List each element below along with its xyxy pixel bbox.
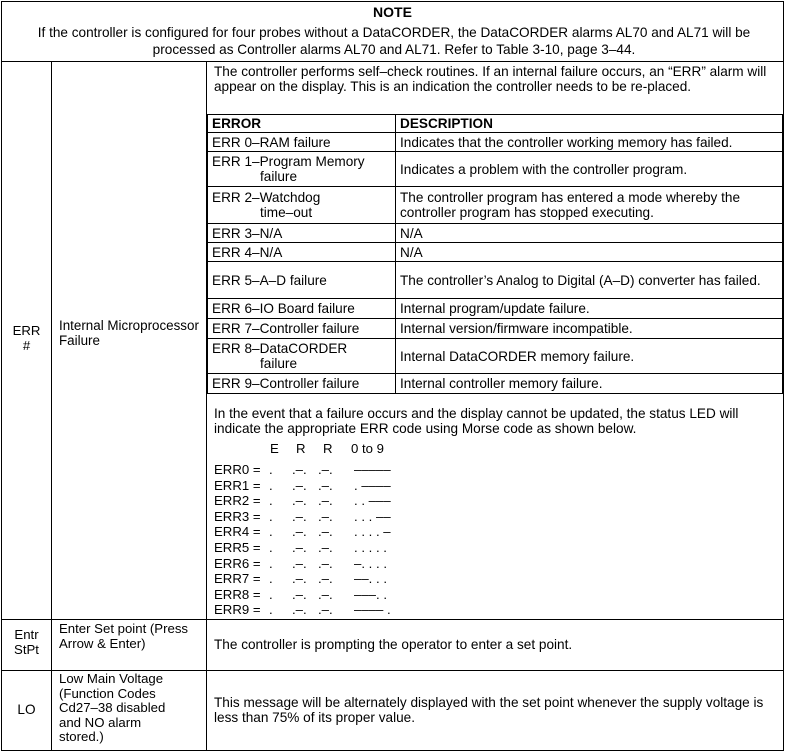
- lo-name: Low Main Voltage (Function Codes Cd27–38 disabled and NO alarm stored.): [59, 671, 166, 745]
- error-description: Indicates that the controller working memory has failed.: [396, 133, 783, 152]
- morse-header-digit: 0 to 9: [351, 441, 384, 456]
- error-code-line1: ERR 1–Program Memory: [212, 154, 365, 169]
- error-code: ERR 5–A–D failure: [208, 262, 396, 299]
- morse-e: .: [269, 586, 273, 602]
- err-intro: The controller performs self–check routines. If an internal failure occurs, an “ERR” alarm will appear on the display. This is an indication the controller needs to be re-placed.: [214, 64, 767, 94]
- error-code-line1: ERR 8–DataCORDER: [212, 341, 348, 356]
- morse-label: ERR1 =: [214, 477, 261, 493]
- morse-r2: .–.: [318, 477, 333, 493]
- error-description: Indicates a problem with the controller program.: [396, 152, 783, 187]
- morse-digit: –––– .: [354, 602, 391, 618]
- entr-code-cell: [2, 628, 51, 657]
- morse-r1: .–.: [292, 493, 307, 509]
- morse-label: ERR8 =: [214, 586, 261, 602]
- table-row: [208, 374, 783, 394]
- error-description: N/A: [396, 224, 783, 243]
- morse-label: ERR5 =: [214, 540, 261, 555]
- morse-r2: .–.: [318, 493, 333, 509]
- morse-digit: . . . ––: [354, 508, 391, 524]
- error-description: The controller’s Analog to Digital (A–D) converter has failed.: [396, 262, 783, 299]
- morse-r2: .–.: [318, 508, 333, 524]
- alarm-table: [1, 1, 784, 751]
- morse-e: .: [269, 477, 273, 493]
- morse-label: ERR2 =: [214, 493, 261, 509]
- morse-r2: .–.: [318, 524, 333, 540]
- error-code-line2: failure: [260, 356, 298, 371]
- error-code: [208, 152, 396, 187]
- morse-label: ERR4 =: [214, 524, 261, 540]
- morse-r1: .–.: [292, 602, 307, 618]
- error-col-header: ERROR: [208, 115, 396, 133]
- morse-label: ERR3 =: [214, 508, 261, 524]
- morse-e: .: [269, 508, 273, 524]
- err-code-line2: #: [22, 337, 31, 353]
- morse-e: .: [269, 555, 273, 571]
- morse-e: .: [269, 571, 273, 587]
- table-row: [208, 339, 783, 374]
- morse-digit: –––––: [354, 462, 391, 477]
- morse-r1: .–.: [292, 540, 307, 555]
- morse-digit: ––. . .: [354, 571, 387, 587]
- morse-digit: . ––––: [354, 477, 391, 493]
- entr-code-line2: StPt: [14, 641, 39, 657]
- error-code: ERR 3–N/A: [208, 224, 396, 243]
- error-code: ERR 0–RAM failure: [208, 133, 396, 152]
- morse-r2: .–.: [318, 586, 333, 602]
- entr-name: Enter Set point (Press Arrow & Enter): [59, 621, 189, 651]
- error-description: The controller program has entered a mode whereby the controller program has stopped executing.: [396, 187, 783, 224]
- error-code: ERR 6–IO Board failure: [208, 299, 396, 319]
- lo-description: This message will be alternately displayed with the set point whenever the supply voltage is less than 75% of its proper value.: [214, 695, 764, 725]
- morse-r2: .–.: [318, 540, 333, 555]
- error-table-header: [208, 115, 783, 133]
- err-name: Internal Microprocessor Failure: [59, 318, 199, 348]
- morse-e: .: [269, 493, 273, 509]
- morse-r1: .–.: [292, 508, 307, 524]
- error-description: Internal version/firmware incompatible.: [396, 319, 783, 339]
- morse-label: ERR6 =: [214, 555, 261, 571]
- table-row: [208, 133, 783, 152]
- error-code-line2: failure: [260, 169, 298, 184]
- entr-description: The controller is prompting the operator to enter a set point.: [214, 637, 573, 652]
- err-code-cell: [2, 324, 51, 353]
- morse-digit: –. . . .: [354, 555, 387, 571]
- note-title: NOTE: [373, 4, 412, 20]
- lo-code: LO: [17, 702, 36, 717]
- morse-r1: .–.: [292, 555, 307, 571]
- column-divider: [51, 62, 52, 750]
- morse-digit: . . . . .: [354, 540, 387, 555]
- morse-intro: In the event that a failure occurs and the display cannot be updated, the status LED will indicate the appropriate ERR code using Morse code as shown below.: [214, 406, 739, 436]
- morse-e: .: [269, 540, 273, 555]
- table-row: [208, 243, 783, 262]
- morse-label: ERR9 =: [214, 602, 261, 618]
- error-description: N/A: [396, 243, 783, 262]
- error-table: [207, 114, 783, 394]
- morse-e: .: [269, 462, 273, 477]
- morse-digit: –––. .: [354, 586, 387, 602]
- error-code: ERR 7–Controller failure: [208, 319, 396, 339]
- error-code: ERR 4–N/A: [208, 243, 396, 262]
- morse-r2: .–.: [318, 571, 333, 587]
- morse-r2: .–.: [318, 462, 333, 477]
- morse-r1: .–.: [292, 477, 307, 493]
- morse-header-r1: R: [296, 441, 306, 456]
- description-col-header: DESCRIPTION: [396, 115, 783, 133]
- morse-label: ERR0 =: [214, 462, 261, 477]
- morse-r1: .–.: [292, 524, 307, 540]
- morse-r1: .–.: [292, 586, 307, 602]
- morse-digit: . . –––: [354, 493, 391, 509]
- error-description: Internal controller memory failure.: [396, 374, 783, 394]
- morse-header-e: E: [270, 441, 279, 456]
- table-row: [208, 152, 783, 187]
- error-code: [208, 187, 396, 224]
- morse-header-r2: R: [323, 441, 333, 456]
- error-description: Internal program/update failure.: [396, 299, 783, 319]
- morse-r1: .–.: [292, 462, 307, 477]
- row-divider: [2, 619, 783, 620]
- error-description: Internal DataCORDER memory failure.: [396, 339, 783, 374]
- error-code-line1: ERR 2–Watchdog: [212, 190, 321, 205]
- note-box: [2, 2, 783, 62]
- morse-r1: .–.: [292, 571, 307, 587]
- table-row: [208, 187, 783, 224]
- morse-e: .: [269, 602, 273, 618]
- error-code: ERR 9–Controller failure: [208, 374, 396, 394]
- note-text: If the controller is configured for four probes without a DataCORDER, the DataCORDER alarms AL70 and AL71 will be processed as Controller alarms AL70 and AL71. Refer to Table 3-10, page 3–44.: [37, 25, 751, 57]
- morse-r2: .–.: [318, 602, 333, 618]
- err-code-line1: ERR: [12, 323, 41, 338]
- table-row: [208, 319, 783, 339]
- morse-digit: . . . . –: [354, 524, 391, 540]
- error-code-line2: time–out: [260, 205, 313, 220]
- table-row: [208, 224, 783, 243]
- morse-r2: .–.: [318, 555, 333, 571]
- table-row: [208, 299, 783, 319]
- morse-e: .: [269, 524, 273, 540]
- morse-label: ERR7 =: [214, 571, 261, 587]
- table-row: [208, 262, 783, 299]
- error-code: [208, 339, 396, 374]
- entr-code-line1: Entr: [14, 627, 39, 642]
